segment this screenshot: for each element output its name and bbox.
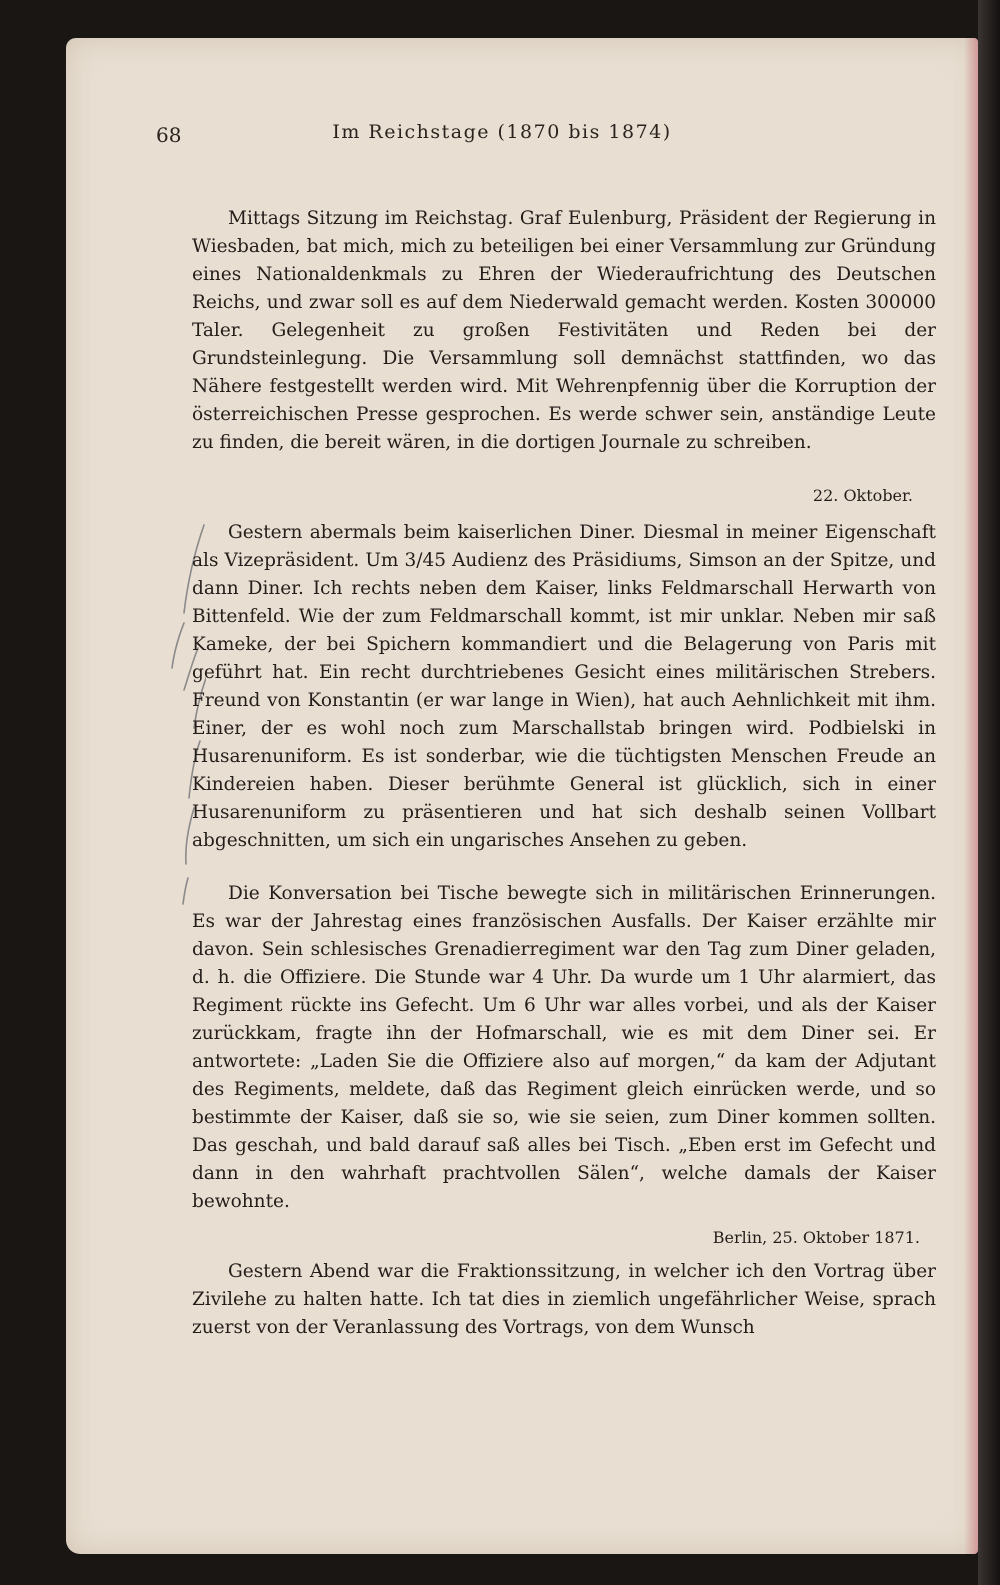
paragraph-konversation: Die Konversation bei Tische bewegte sich in militärischen Erinnerungen. Es war der Jahrestag eines französischen Ausfalls. Der Kaiser erzählte mir davon. Sein schlesisches Grenadierregiment war den Tag zum Diner geladen, d. h. die Offiziere. Die Stunde war 4 Uhr. Da wurde um 1 Uhr alarmiert, das Regiment rückte ins Gefecht. Um 6 Uhr war alles vorbei, und als der Kaiser zurückkam, fragte ihn der Hofmarschall, wie es mit dem Diner sei. Er antwortete: „Laden Sie die Offiziere also auf morgen,“ da kam der Adjutant des Regiments, meldete, daß das Regiment gleich einrücken werde, und so bestimmte der Kaiser, daß sie so, wie sie seien, zum Diner kommen sollten. Das geschah, und bald darauf saß alles bei Tisch. „Eben erst im Gefecht und dann in den wahrhaft prachtvollen Sälen“, welche damals der Kaiser bewohnte. — [192, 883, 936, 1212]
dateline-22-oktober: 22. Oktober. — [812, 486, 913, 505]
book-spine — [978, 0, 1000, 1585]
page-edge — [964, 38, 978, 1554]
dateline-berlin-25-oktober: Berlin, 25. Oktober 1871. — [712, 1228, 920, 1247]
paragraph-kaiserliches-diner: Gestern abermals beim kaiserlichen Diner. Diesmal in meiner Eigenschaft als Vizepräsident. Um 3/45 Audienz des Präsidiums, Simson an der Spitze, und dann Diner. Ich rechts neben dem Kaiser, links Feldmarschall Herwarth von Bittenfeld. Wie der zum Feldmarschall kommt, ist mir unklar. Neben mir saß Kameke, der bei Spichern kommandiert und die Belagerung von Paris mit geführt hat. Ein recht durchtriebenes Gesicht eines militärischen Strebers. Freund von Konstantin (er war lange in Wien), hat auch Aehnlichkeit mit ihm. Einer, der es wohl noch zum Marschallstab bringen wird. Podbielski in Husarenuniform. Es ist sonderbar, wie die tüchtigsten Menschen Freude an Kindereien haben. Dieser berühmte General ist glücklich, sich in einer Husarenuniform zu präsentieren und hat sich deshalb seinen Vollbart abgeschnitten, um sich ein ungarisches Ansehen zu geben. — [192, 522, 936, 851]
page-number: 68 — [156, 123, 182, 147]
paragraph-mittags-sitzung: Mittags Sitzung im Reichstag. Graf Eulenburg, Präsident der Regierung in Wiesbaden, bat mich, mich zu beteiligen bei einer Versammlung zur Gründung eines Nationaldenkmals zu Ehren der Wiederaufrichtung des Deutschen Reichs, und zwar soll es auf dem Niederwald gemacht werden. Kosten 300000 Taler. Gelegenheit zu großen Festivitäten und Reden bei der Grundsteinlegung. Die Versammlung soll demnächst stattfinden, wo das Nähere festgestellt werden wird. Mit Wehrenpfennig über die Korruption der österreichischen Presse gesprochen. Es werde schwer sein, anständige Leute zu finden, die bereit wären, in die dortigen Journale zu schreiben. — [192, 208, 936, 453]
running-title: Im Reichstage (1870 bis 1874) — [332, 121, 672, 143]
paragraph-fraktionssitzung: Gestern Abend war die Fraktionssitzung, in welcher ich den Vortrag über Zivilehe zu halten hatte. Ich tat dies in ziemlich ungefährlicher Weise, sprach zuerst von der Veranlassung des Vortrags, von dem Wunsch — [192, 1261, 936, 1338]
page-header — [156, 119, 848, 149]
